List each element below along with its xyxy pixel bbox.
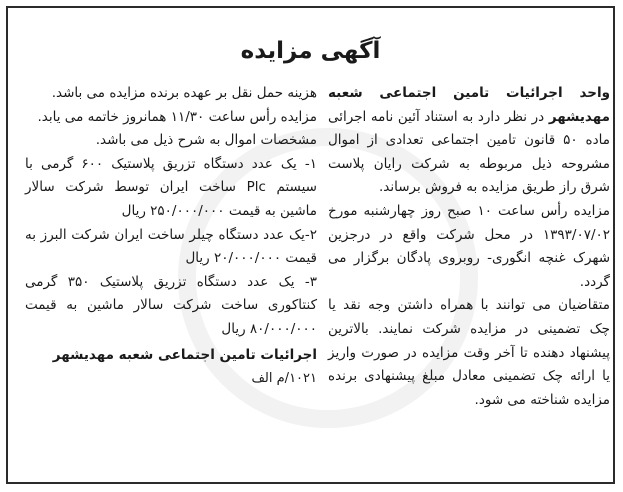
intro-paragraph	[328, 82, 610, 200]
item-3: ۳- یک عدد دستگاه تزریق پلاستیک ۳۵۰ گرمی کنتاکوری ساخت شرکت سالار ماشین به قیمت ۸۰/۰۰۰/۰۰۰ ریال	[25, 273, 317, 337]
transport-cost-note: هزینه حمل نقل بر عهده برنده مزایده می باشد.	[51, 85, 317, 101]
left-column	[25, 82, 317, 391]
reference-number: ۱۰۲۱/م الف	[251, 371, 317, 387]
item-1: ۱- یک عدد دستگاه تزریق پلاستیک ۶۰۰ گرمی با سیستم Plc ساخت ایران توسط شرکت سالار ماشین به قیمت ۲۵۰/۰۰۰/۰۰۰ ریال	[25, 155, 318, 219]
item-2: ۲-یک عدد دستگاه چیلر ساخت ایران شرکت البرز به قیمت ۲۰/۰۰۰/۰۰۰ ریال	[25, 226, 317, 267]
items-intro: مشخصات اموال به شرح ذیل می باشد.	[95, 132, 317, 149]
ad-frame	[6, 6, 615, 484]
issuer-heading: واحد اجرائیات تامین اجتماعی شعبه مهدیشهر	[328, 85, 610, 125]
participation-paragraph: متقاضیان می توانند با همراه داشتن وجه نقد یا چک تضمینی در مزایده شرکت نمایند. بالاترین پیشنهاد دهنده تا آخر وقت مزایده در صورت واریز یا ارائه چک تضمینی معادل مبلغ پیشنهادی برنده مزایده شناخته می شود.	[328, 297, 610, 408]
auction-time-paragraph: مزایده رأس ساعت ۱۰ صبح روز چهارشنبه مورخ ۱۳۹۳/۰۷/۰۲ در محل شرکت واقع در درجزین شهرک غنچه انگوری- روبروی پادگان برگزار می گردد.	[328, 202, 610, 290]
right-column	[328, 82, 610, 412]
intro-text: در نظر دارد به استناد آئین نامه اجرائی ماده ۵۰ قانون تامین اجتماعی تعدادی از اموال مشروحه ذیل مربوطه به شرکت رایان پلاست شرق راز طریق مزایده به فروش برساند.	[328, 108, 610, 196]
signature: اجرائیات تامین اجتماعی شعبه مهدیشهر	[52, 346, 317, 363]
ad-title: آگهی مزایده	[240, 38, 381, 64]
auction-end-note: مزایده رأس ساعت ۱۱/۳۰ همانروز خاتمه می یابد.	[37, 108, 317, 125]
